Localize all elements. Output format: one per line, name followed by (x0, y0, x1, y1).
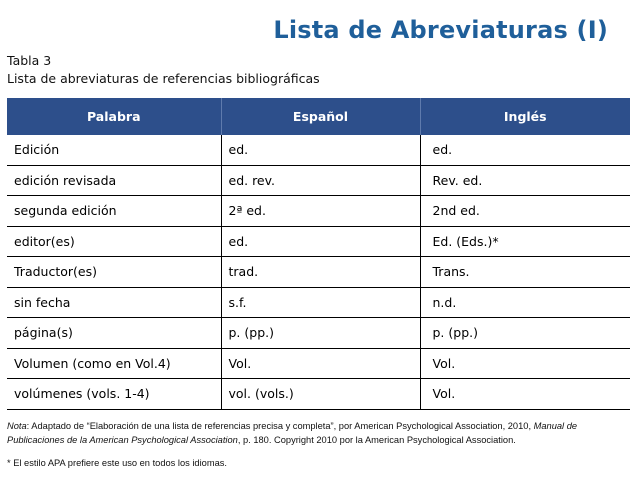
cell-espanol: p. (pp.) (221, 318, 420, 349)
cell-espanol: Vol. (221, 348, 420, 379)
table-row (7, 226, 630, 257)
cell-espanol: ed. (221, 135, 420, 165)
cell-palabra: Edición (7, 135, 221, 165)
header-espanol: Español (221, 98, 420, 135)
note-text-1: : Adaptado de “Elaboración de una lista de referencias precisa y completa”, por American Psychological Association, 2010, (26, 421, 534, 431)
cell-ingles: p. (pp.) (420, 318, 630, 349)
cell-palabra: editor(es) (7, 226, 221, 257)
cell-palabra: página(s) (7, 318, 221, 349)
table-row (7, 257, 630, 288)
cell-palabra: Traductor(es) (7, 257, 221, 288)
header-ingles: Inglés (420, 98, 630, 135)
cell-palabra: segunda edición (7, 196, 221, 227)
cell-ingles: Ed. (Eds.)* (420, 226, 630, 257)
header-palabra: Palabra (7, 98, 221, 135)
table-row (7, 165, 630, 196)
cell-palabra: volúmenes (vols. 1-4) (7, 379, 221, 410)
table-header-row (7, 98, 630, 135)
cell-ingles: Trans. (420, 257, 630, 288)
cell-ingles: Rev. ed. (420, 165, 630, 196)
note-text-2: , p. 180. Copyright 2010 por la American Psychological Association. (237, 435, 516, 445)
footnote: * El estilo APA prefiere este uso en todos los idiomas. (7, 458, 227, 468)
table-row (7, 135, 630, 165)
cell-ingles: 2nd ed. (420, 196, 630, 227)
cell-palabra: Volumen (como en Vol.4) (7, 348, 221, 379)
cell-ingles: n.d. (420, 287, 630, 318)
note-book-title: Manual de Publicaciones de la American Psychological Association (7, 421, 578, 445)
slide-title: Lista de Abreviaturas (I) (273, 16, 608, 44)
cell-espanol: ed. (221, 226, 420, 257)
cell-espanol: 2ª ed. (221, 196, 420, 227)
abbreviations-table (7, 98, 630, 410)
source-note (7, 419, 632, 447)
cell-palabra: edición revisada (7, 165, 221, 196)
table-row (7, 318, 630, 349)
table-caption (7, 52, 320, 88)
table-row (7, 196, 630, 227)
cell-espanol: s.f. (221, 287, 420, 318)
table-row (7, 348, 630, 379)
note-label: Nota (7, 421, 27, 431)
cell-ingles: Vol. (420, 348, 630, 379)
table-title: Lista de abreviaturas de referencias bibliográficas (7, 71, 320, 86)
table-row (7, 379, 630, 410)
cell-ingles: Vol. (420, 379, 630, 410)
cell-espanol: trad. (221, 257, 420, 288)
cell-palabra: sin fecha (7, 287, 221, 318)
table-number: Tabla 3 (7, 53, 52, 68)
cell-espanol: ed. rev. (221, 165, 420, 196)
table-row (7, 287, 630, 318)
cell-ingles: ed. (420, 135, 630, 165)
cell-espanol: vol. (vols.) (221, 379, 420, 410)
